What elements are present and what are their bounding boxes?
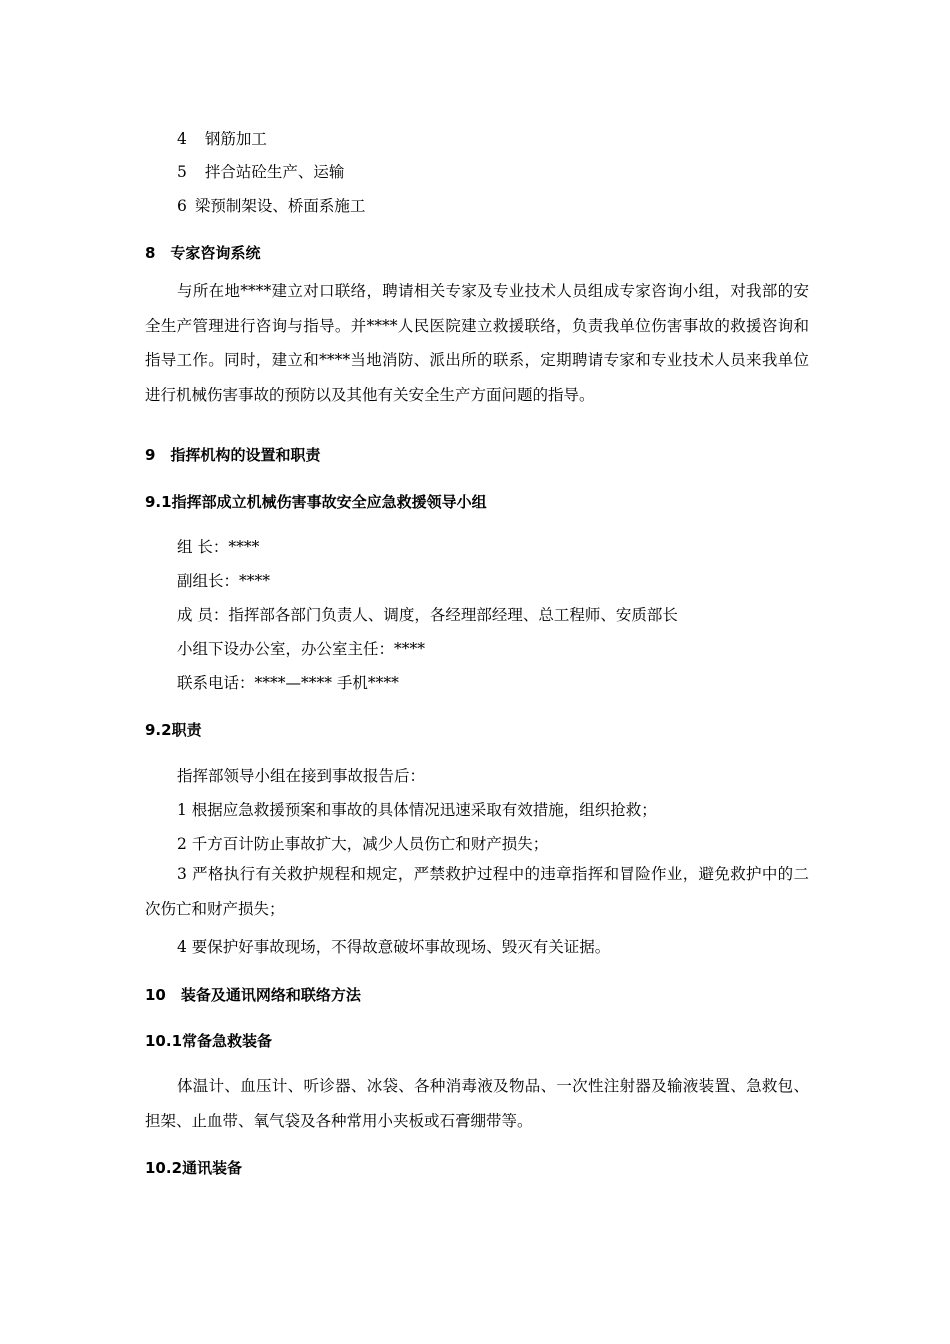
section-heading-9: 9 指挥机构的设置和职责: [145, 446, 321, 464]
list-item: [177, 127, 267, 149]
duty-intro: 指挥部领导小组在接到事故报告后：: [177, 767, 426, 785]
section-8-paragraph: 与所在地****建立对口联络，聘请相关专家及专业技术人员组成专家咨询小组，对我部的安全生产管理进行咨询与指导。并****人民医院建立救援联络，负责我单位伤害事故的救援咨询和指导工作。同时，建立和****当地消防、派出所的联系，定期聘请专家和专业技术人员来我单位进行机械伤害事故的预防以及其他有关安全生产方面问题的指导。: [145, 282, 809, 404]
list-text: 钢筋加工: [204, 130, 267, 148]
list-text: 梁预制架设、桥面系施工: [194, 197, 366, 215]
duty-item: 3 严格执行有关救护规程和规定，严禁救护过程中的违章指挥和冒险作业，避免救护中的二次伤亡和财产损失；: [145, 865, 809, 918]
duty-item: 1 根据应急救援预案和事故的具体情况迅速采取有效措施，组织抢救；: [177, 801, 657, 819]
member-line: 组 长：****: [177, 538, 260, 556]
list-item: [177, 194, 365, 216]
duty-item: 2 千方百计防止事故扩大，减少人员伤亡和财产损失；: [177, 835, 549, 853]
member-line: 联系电话：****—**** 手机****: [177, 674, 399, 692]
section-10-1-paragraph: 体温计、血压计、听诊器、冰袋、各种消毒液及物品、一次性注射器及输液装置、急救包、担架、止血带、氧气袋及各种常用小夹板或石膏绷带等。: [145, 1077, 809, 1130]
section-heading-10-2: 10.2通讯装备: [145, 1159, 243, 1177]
duty-item: 4 要保护好事故现场，不得故意破坏事故现场、毁灭有关证据。: [177, 938, 611, 956]
section-heading-10: 10 装备及通讯网络和联络方法: [145, 986, 361, 1004]
list-item: [177, 160, 344, 182]
section-heading-10-1: 10.1常备急救装备: [145, 1032, 273, 1050]
member-line: 小组下设办公室，办公室主任：****: [177, 640, 426, 658]
section-heading-8: 8 专家咨询系统: [145, 244, 261, 262]
list-number: 6: [177, 197, 187, 215]
list-number: 5: [177, 163, 187, 181]
list-text: 拌合站砼生产、运输: [204, 163, 345, 181]
member-line: 副组长：****: [177, 572, 271, 590]
member-line: 成 员：指挥部各部门负责人、调度，各经理部经理、总工程师、安质部长: [177, 606, 678, 624]
section-heading-9-1: 9.1指挥部成立机械伤害事故安全应急救援领导小组: [145, 493, 487, 511]
section-heading-9-2: 9.2职责: [145, 721, 202, 739]
list-number: 4: [177, 130, 187, 148]
